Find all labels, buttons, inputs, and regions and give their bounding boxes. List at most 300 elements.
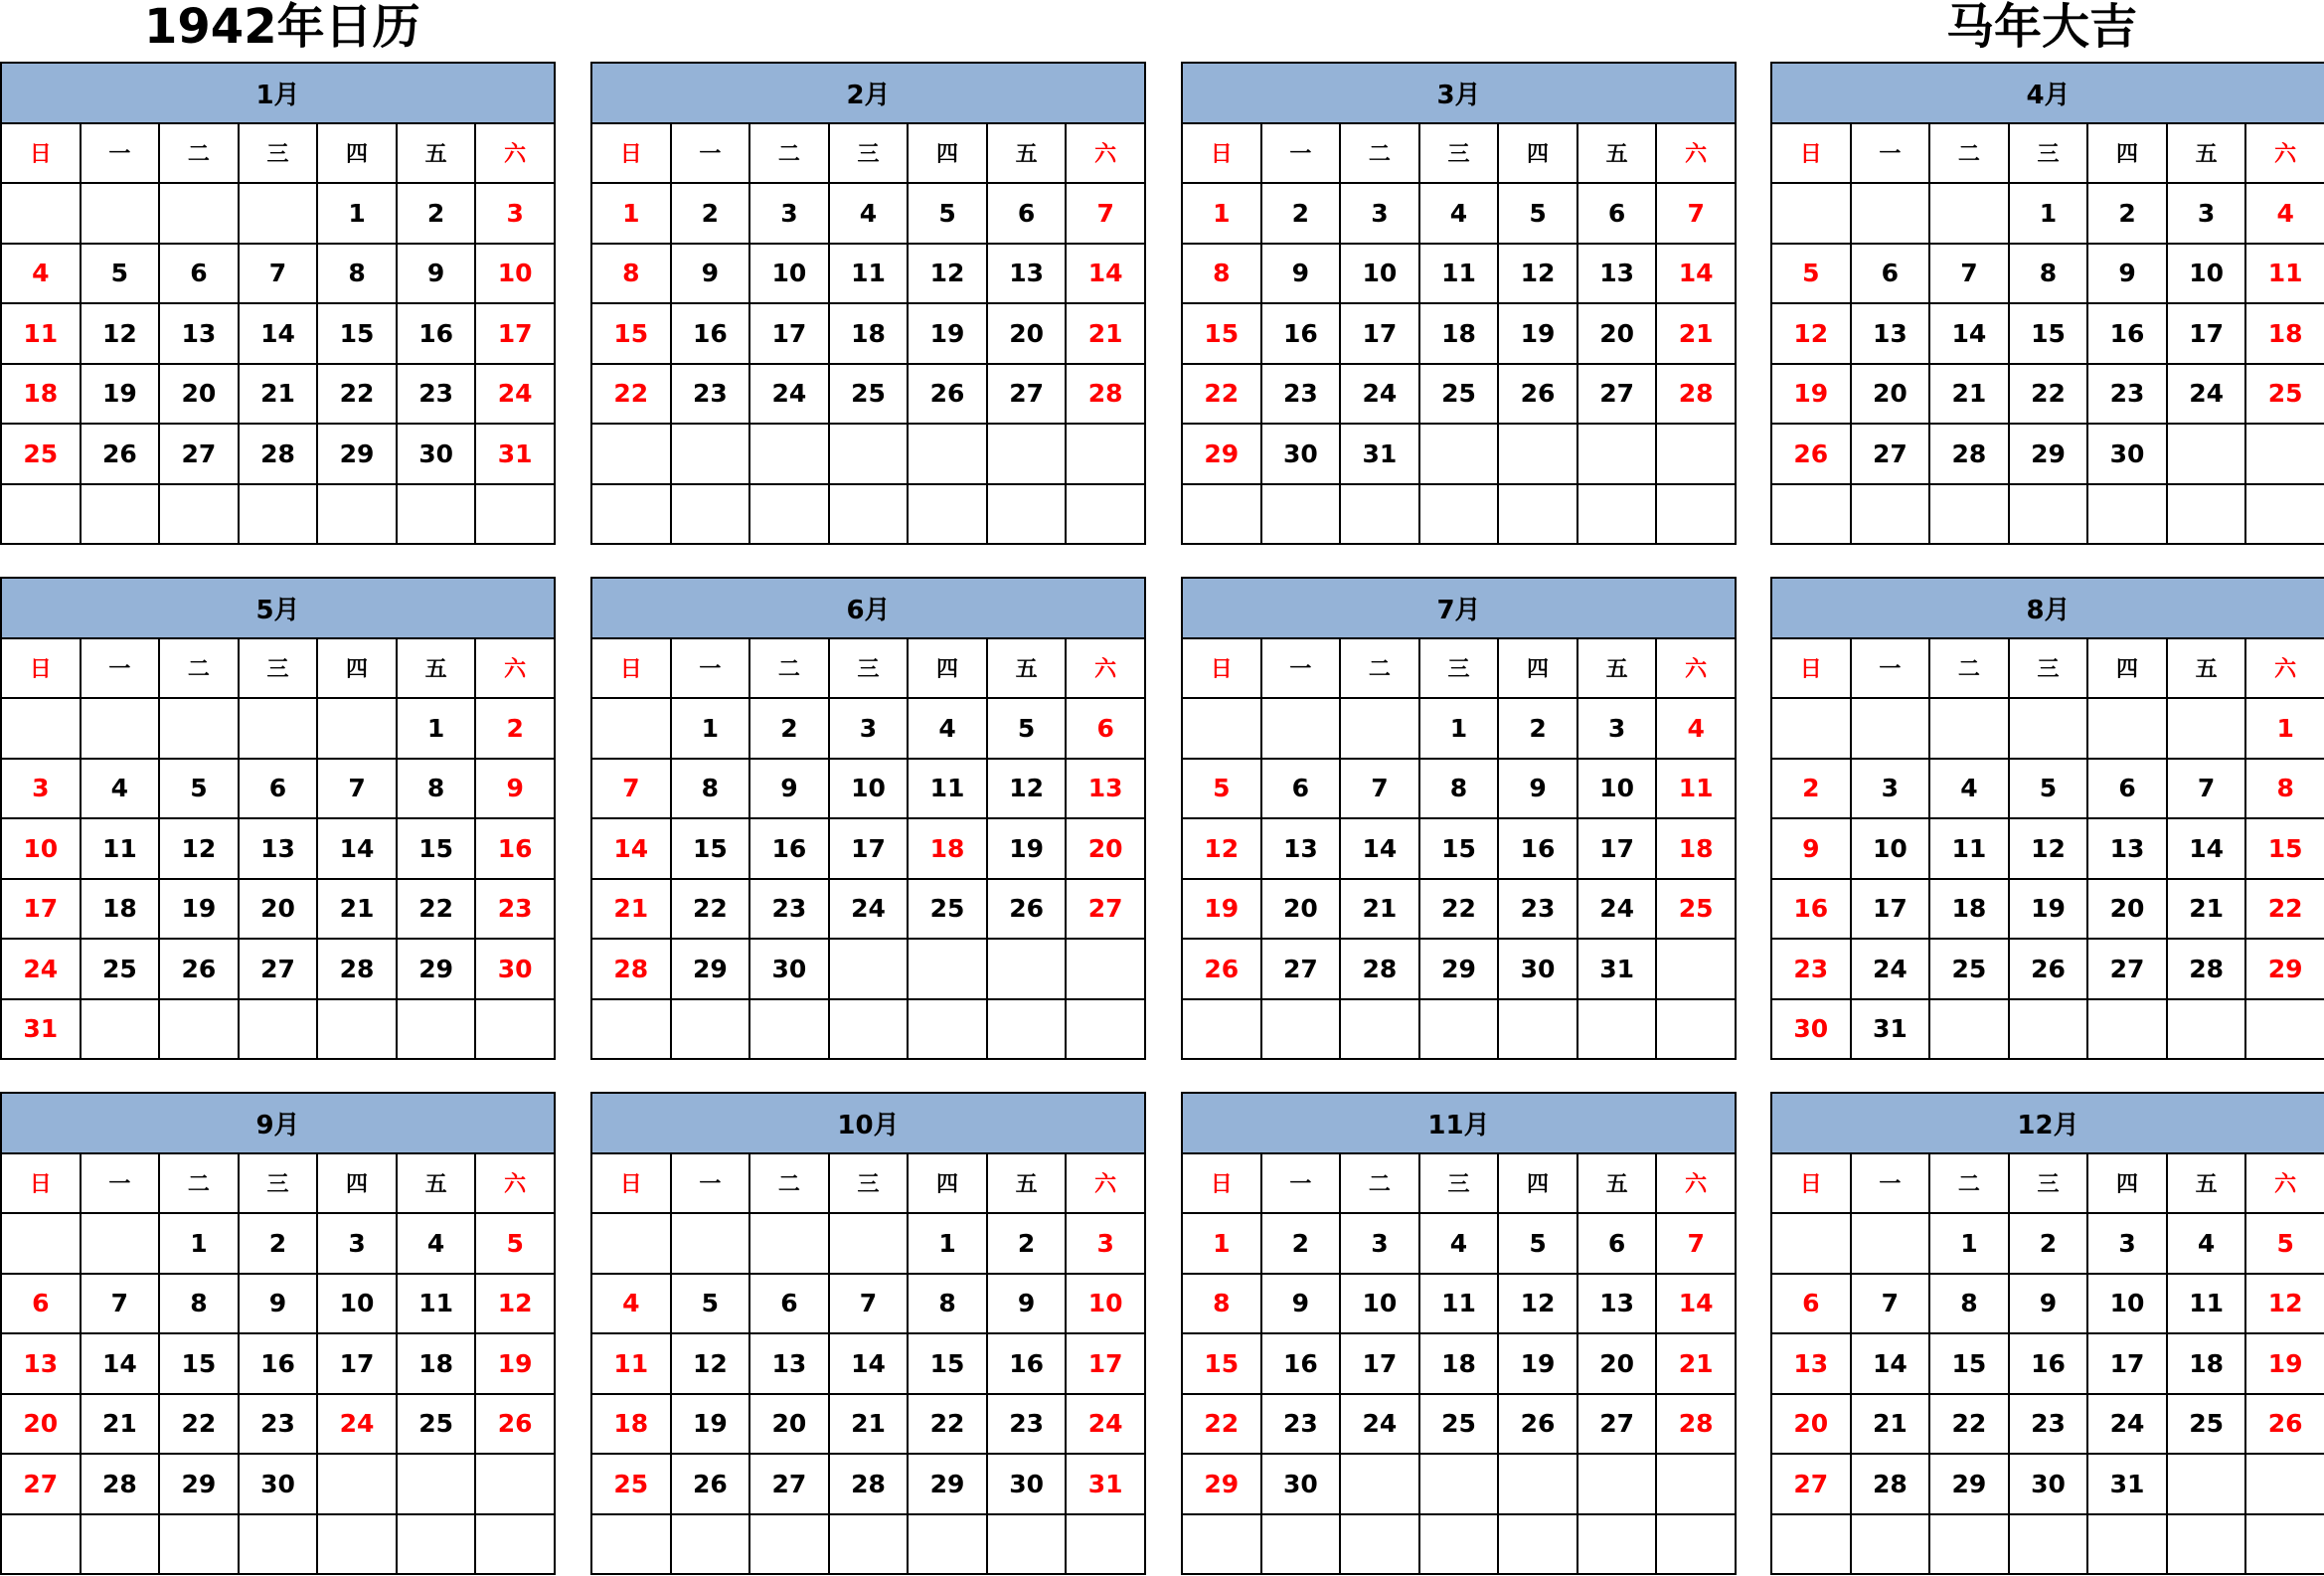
day-cell: 31 xyxy=(1577,939,1657,999)
day-cell xyxy=(81,1213,160,1274)
day-cell: 24 xyxy=(1,939,81,999)
day-cell: 7 xyxy=(81,1274,160,1334)
day-cell: 25 xyxy=(829,364,909,425)
day-cell xyxy=(1261,999,1341,1060)
day-cell: 22 xyxy=(671,879,750,940)
weekday-label: 三 xyxy=(829,1153,909,1214)
day-cell: 17 xyxy=(2167,303,2246,364)
day-cell: 22 xyxy=(159,1394,239,1455)
weekday-row xyxy=(591,638,1145,699)
weekday-label: 四 xyxy=(1498,123,1577,184)
day-cell: 1 xyxy=(1182,183,1261,244)
day-cell xyxy=(2009,484,2088,545)
week-row xyxy=(1,1514,555,1575)
day-cell: 26 xyxy=(2009,939,2088,999)
day-cell: 24 xyxy=(1340,1394,1419,1455)
day-cell: 12 xyxy=(1771,303,1851,364)
day-cell xyxy=(1929,183,2009,244)
day-cell: 26 xyxy=(475,1394,555,1455)
day-cell: 9 xyxy=(397,244,476,304)
day-cell xyxy=(81,999,160,1060)
day-cell: 23 xyxy=(239,1394,318,1455)
day-cell xyxy=(1929,698,2009,759)
week-row xyxy=(591,879,1145,940)
day-cell: 14 xyxy=(1340,818,1419,879)
day-cell xyxy=(1577,484,1657,545)
day-cell xyxy=(908,1514,987,1575)
month-table xyxy=(1181,1092,1737,1575)
day-cell: 20 xyxy=(1577,303,1657,364)
day-cell: 16 xyxy=(1498,818,1577,879)
day-cell xyxy=(1577,424,1657,484)
day-cell: 23 xyxy=(1261,364,1341,425)
weekday-row xyxy=(1771,1153,2324,1214)
day-cell: 4 xyxy=(2167,1213,2246,1274)
day-cell: 15 xyxy=(317,303,397,364)
week-row xyxy=(591,818,1145,879)
day-cell xyxy=(1,1514,81,1575)
week-row xyxy=(1182,244,1736,304)
day-cell: 30 xyxy=(239,1454,318,1514)
day-cell xyxy=(1851,1213,1930,1274)
day-cell xyxy=(671,424,750,484)
month-header: 11月 xyxy=(1182,1093,1736,1153)
day-cell: 13 xyxy=(159,303,239,364)
day-cell: 17 xyxy=(475,303,555,364)
weekday-label: 三 xyxy=(239,123,318,184)
weekday-row xyxy=(1771,123,2324,184)
weekday-label: 日 xyxy=(1182,1153,1261,1214)
day-cell: 9 xyxy=(2009,1274,2088,1334)
weekday-label: 五 xyxy=(397,1153,476,1214)
month-table xyxy=(590,1092,1146,1575)
day-cell: 14 xyxy=(591,818,671,879)
day-cell: 28 xyxy=(591,939,671,999)
day-cell: 11 xyxy=(1,303,81,364)
week-row xyxy=(591,999,1145,1060)
day-cell: 5 xyxy=(159,759,239,819)
month-calendar xyxy=(1181,577,1737,1060)
day-cell: 19 xyxy=(81,364,160,425)
month-header: 1月 xyxy=(1,63,555,123)
day-cell: 25 xyxy=(591,1454,671,1514)
day-cell xyxy=(159,999,239,1060)
weekday-label: 四 xyxy=(2087,123,2167,184)
day-cell: 14 xyxy=(239,303,318,364)
weekday-label: 日 xyxy=(1,123,81,184)
day-cell: 14 xyxy=(1656,1274,1736,1334)
week-row xyxy=(1182,1514,1736,1575)
day-cell: 29 xyxy=(2245,939,2324,999)
day-cell: 13 xyxy=(1,1333,81,1394)
month-header: 6月 xyxy=(591,578,1145,638)
day-cell: 2 xyxy=(1771,759,1851,819)
day-cell: 20 xyxy=(239,879,318,940)
day-cell: 18 xyxy=(908,818,987,879)
day-cell xyxy=(1419,1514,1499,1575)
day-cell: 28 xyxy=(1340,939,1419,999)
day-cell: 6 xyxy=(1,1274,81,1334)
day-cell: 26 xyxy=(2245,1394,2324,1455)
day-cell: 15 xyxy=(908,1333,987,1394)
day-cell xyxy=(987,424,1067,484)
day-cell xyxy=(317,698,397,759)
week-row xyxy=(1182,698,1736,759)
day-cell xyxy=(1182,1514,1261,1575)
day-cell: 22 xyxy=(908,1394,987,1455)
week-row xyxy=(1771,1514,2324,1575)
day-cell: 23 xyxy=(397,364,476,425)
day-cell xyxy=(397,1514,476,1575)
month-table xyxy=(0,1092,556,1575)
month-table xyxy=(1770,1092,2324,1575)
day-cell xyxy=(1261,1514,1341,1575)
weekday-label: 五 xyxy=(1577,123,1657,184)
week-row xyxy=(1771,999,2324,1060)
day-cell xyxy=(1066,999,1145,1060)
day-cell: 30 xyxy=(1261,424,1341,484)
day-cell: 9 xyxy=(1771,818,1851,879)
day-cell: 13 xyxy=(749,1333,829,1394)
day-cell: 1 xyxy=(159,1213,239,1274)
day-cell: 30 xyxy=(397,424,476,484)
day-cell: 21 xyxy=(1929,364,2009,425)
weekday-label: 一 xyxy=(1851,1153,1930,1214)
day-cell xyxy=(2167,999,2246,1060)
day-cell: 28 xyxy=(239,424,318,484)
day-cell: 7 xyxy=(1851,1274,1930,1334)
weekday-label: 日 xyxy=(591,1153,671,1214)
day-cell: 2 xyxy=(397,183,476,244)
day-cell: 9 xyxy=(1261,1274,1341,1334)
week-row xyxy=(1,424,555,484)
weekday-label: 四 xyxy=(908,1153,987,1214)
week-row xyxy=(591,759,1145,819)
day-cell: 8 xyxy=(1419,759,1499,819)
day-cell: 8 xyxy=(671,759,750,819)
month-calendar xyxy=(590,577,1146,1060)
day-cell: 24 xyxy=(829,879,909,940)
day-cell xyxy=(317,484,397,545)
day-cell xyxy=(1182,698,1261,759)
day-cell: 6 xyxy=(987,183,1067,244)
week-row xyxy=(1,879,555,940)
month-table xyxy=(0,62,556,545)
day-cell xyxy=(81,484,160,545)
day-cell: 18 xyxy=(2167,1333,2246,1394)
day-cell: 20 xyxy=(1261,879,1341,940)
weekday-label: 二 xyxy=(1929,1153,2009,1214)
day-cell xyxy=(749,484,829,545)
day-cell: 11 xyxy=(1656,759,1736,819)
day-cell: 12 xyxy=(2009,818,2088,879)
day-cell: 6 xyxy=(749,1274,829,1334)
day-cell xyxy=(591,1213,671,1274)
day-cell xyxy=(1066,1514,1145,1575)
day-cell xyxy=(987,939,1067,999)
day-cell xyxy=(1419,424,1499,484)
day-cell xyxy=(81,1514,160,1575)
day-cell xyxy=(2087,999,2167,1060)
day-cell xyxy=(671,999,750,1060)
day-cell: 26 xyxy=(908,364,987,425)
day-cell: 12 xyxy=(159,818,239,879)
day-cell xyxy=(987,999,1067,1060)
day-cell: 16 xyxy=(2009,1333,2088,1394)
day-cell: 18 xyxy=(2245,303,2324,364)
week-row xyxy=(1771,244,2324,304)
week-row xyxy=(1771,818,2324,879)
day-cell: 16 xyxy=(749,818,829,879)
day-cell xyxy=(2087,484,2167,545)
month-table xyxy=(1770,62,2324,545)
day-cell: 16 xyxy=(987,1333,1067,1394)
day-cell: 17 xyxy=(1340,303,1419,364)
day-cell xyxy=(1771,1213,1851,1274)
week-row xyxy=(1,1454,555,1514)
day-cell: 18 xyxy=(1419,303,1499,364)
day-cell: 3 xyxy=(1,759,81,819)
day-cell: 6 xyxy=(1577,1213,1657,1274)
day-cell xyxy=(591,424,671,484)
day-cell xyxy=(317,1454,397,1514)
day-cell: 4 xyxy=(2245,183,2324,244)
day-cell: 21 xyxy=(1656,1333,1736,1394)
day-cell: 24 xyxy=(1577,879,1657,940)
weekday-label: 四 xyxy=(317,638,397,699)
day-cell xyxy=(81,698,160,759)
day-cell xyxy=(1656,939,1736,999)
day-cell xyxy=(1,183,81,244)
day-cell: 14 xyxy=(2167,818,2246,879)
weekday-row xyxy=(591,123,1145,184)
weekday-label: 六 xyxy=(475,638,555,699)
day-cell: 31 xyxy=(1,999,81,1060)
day-cell: 23 xyxy=(749,879,829,940)
day-cell: 25 xyxy=(81,939,160,999)
day-cell: 29 xyxy=(1182,1454,1261,1514)
weekday-label: 三 xyxy=(1419,638,1499,699)
day-cell: 24 xyxy=(2167,364,2246,425)
day-cell: 27 xyxy=(2087,939,2167,999)
day-cell: 30 xyxy=(2009,1454,2088,1514)
day-cell: 30 xyxy=(2087,424,2167,484)
day-cell: 21 xyxy=(829,1394,909,1455)
day-cell xyxy=(749,1213,829,1274)
week-row xyxy=(591,1394,1145,1455)
month-header: 9月 xyxy=(1,1093,555,1153)
day-cell: 31 xyxy=(1851,999,1930,1060)
day-cell: 11 xyxy=(1419,1274,1499,1334)
day-cell xyxy=(1340,999,1419,1060)
month-calendar xyxy=(590,1092,1146,1575)
weekday-label: 一 xyxy=(671,123,750,184)
day-cell: 29 xyxy=(1929,1454,2009,1514)
day-cell xyxy=(317,1514,397,1575)
weekday-label: 四 xyxy=(1498,1153,1577,1214)
day-cell: 2 xyxy=(749,698,829,759)
day-cell: 25 xyxy=(2245,364,2324,425)
day-cell xyxy=(1656,484,1736,545)
week-row xyxy=(1771,1274,2324,1334)
day-cell xyxy=(2009,1514,2088,1575)
day-cell: 4 xyxy=(1929,759,2009,819)
day-cell: 2 xyxy=(1261,183,1341,244)
weekday-row xyxy=(1182,638,1736,699)
week-row xyxy=(1,364,555,425)
weekday-label: 一 xyxy=(81,1153,160,1214)
day-cell: 18 xyxy=(397,1333,476,1394)
day-cell xyxy=(829,1514,909,1575)
day-cell: 20 xyxy=(159,364,239,425)
day-cell xyxy=(397,1454,476,1514)
day-cell xyxy=(1771,183,1851,244)
month-header: 7月 xyxy=(1182,578,1736,638)
day-cell: 13 xyxy=(1577,1274,1657,1334)
day-cell: 27 xyxy=(1851,424,1930,484)
day-cell: 1 xyxy=(1929,1213,2009,1274)
month-calendar xyxy=(590,62,1146,545)
day-cell: 4 xyxy=(397,1213,476,1274)
week-row xyxy=(1182,1454,1736,1514)
weekday-label: 三 xyxy=(1419,1153,1499,1214)
day-cell xyxy=(2009,999,2088,1060)
day-cell xyxy=(1656,424,1736,484)
day-cell: 22 xyxy=(2245,879,2324,940)
day-cell xyxy=(1261,484,1341,545)
weekday-label: 四 xyxy=(2087,638,2167,699)
month-calendar xyxy=(1770,1092,2324,1575)
week-row xyxy=(1771,183,2324,244)
week-row xyxy=(1182,183,1736,244)
week-row xyxy=(1771,1454,2324,1514)
day-cell: 31 xyxy=(1066,1454,1145,1514)
day-cell: 8 xyxy=(2009,244,2088,304)
day-cell: 13 xyxy=(2087,818,2167,879)
day-cell: 12 xyxy=(908,244,987,304)
day-cell xyxy=(475,484,555,545)
weekday-label: 一 xyxy=(671,638,750,699)
day-cell xyxy=(987,1514,1067,1575)
month-calendar xyxy=(1770,577,2324,1060)
week-row xyxy=(591,364,1145,425)
day-cell: 7 xyxy=(1066,183,1145,244)
day-cell: 6 xyxy=(1577,183,1657,244)
day-cell xyxy=(1182,999,1261,1060)
day-cell: 6 xyxy=(1771,1274,1851,1334)
week-row xyxy=(591,484,1145,545)
weekday-label: 四 xyxy=(908,638,987,699)
week-row xyxy=(1182,484,1736,545)
day-cell: 25 xyxy=(1,424,81,484)
day-cell: 23 xyxy=(1261,1394,1341,1455)
day-cell xyxy=(829,484,909,545)
day-cell: 25 xyxy=(1419,364,1499,425)
day-cell: 9 xyxy=(475,759,555,819)
day-cell: 1 xyxy=(671,698,750,759)
day-cell: 3 xyxy=(1577,698,1657,759)
weekday-row xyxy=(1,123,555,184)
day-cell: 23 xyxy=(1498,879,1577,940)
day-cell: 28 xyxy=(1656,1394,1736,1455)
week-row xyxy=(591,939,1145,999)
day-cell xyxy=(908,424,987,484)
day-cell: 26 xyxy=(1498,364,1577,425)
week-row xyxy=(1182,939,1736,999)
day-cell xyxy=(1340,698,1419,759)
day-cell xyxy=(1498,484,1577,545)
weekday-label: 一 xyxy=(1851,123,1930,184)
weekday-label: 一 xyxy=(1261,638,1341,699)
weekday-label: 日 xyxy=(591,638,671,699)
day-cell: 5 xyxy=(1182,759,1261,819)
day-cell: 27 xyxy=(159,424,239,484)
weekday-label: 三 xyxy=(2009,1153,2088,1214)
day-cell: 10 xyxy=(317,1274,397,1334)
day-cell: 19 xyxy=(1498,303,1577,364)
day-cell: 12 xyxy=(671,1333,750,1394)
day-cell: 20 xyxy=(749,1394,829,1455)
weekday-label: 一 xyxy=(1261,1153,1341,1214)
day-cell xyxy=(1771,484,1851,545)
day-cell: 29 xyxy=(908,1454,987,1514)
day-cell xyxy=(829,1213,909,1274)
day-cell: 17 xyxy=(829,818,909,879)
day-cell: 1 xyxy=(1419,698,1499,759)
day-cell xyxy=(1182,484,1261,545)
weekday-label: 四 xyxy=(1498,638,1577,699)
week-row xyxy=(1,183,555,244)
day-cell xyxy=(2245,424,2324,484)
day-cell: 5 xyxy=(2245,1213,2324,1274)
day-cell: 2 xyxy=(239,1213,318,1274)
day-cell: 9 xyxy=(749,759,829,819)
month-header: 4月 xyxy=(1771,63,2324,123)
day-cell xyxy=(159,484,239,545)
day-cell: 30 xyxy=(749,939,829,999)
day-cell: 19 xyxy=(987,818,1067,879)
day-cell: 1 xyxy=(397,698,476,759)
weekday-label: 一 xyxy=(81,638,160,699)
day-cell: 9 xyxy=(1498,759,1577,819)
week-row xyxy=(591,1333,1145,1394)
day-cell: 30 xyxy=(1498,939,1577,999)
day-cell: 22 xyxy=(1182,1394,1261,1455)
day-cell: 15 xyxy=(159,1333,239,1394)
day-cell: 25 xyxy=(2167,1394,2246,1455)
day-cell: 29 xyxy=(2009,424,2088,484)
day-cell: 27 xyxy=(1577,364,1657,425)
day-cell: 10 xyxy=(749,244,829,304)
day-cell: 13 xyxy=(1066,759,1145,819)
week-row xyxy=(1,1213,555,1274)
weekday-label: 六 xyxy=(475,1153,555,1214)
day-cell: 28 xyxy=(1066,364,1145,425)
weekday-label: 日 xyxy=(1,1153,81,1214)
day-cell: 31 xyxy=(2087,1454,2167,1514)
day-cell xyxy=(1851,698,1930,759)
day-cell xyxy=(159,698,239,759)
week-row xyxy=(591,244,1145,304)
day-cell: 14 xyxy=(829,1333,909,1394)
day-cell: 3 xyxy=(1340,183,1419,244)
day-cell: 18 xyxy=(829,303,909,364)
weekday-label: 三 xyxy=(2009,123,2088,184)
week-row xyxy=(1182,1394,1736,1455)
weekday-label: 二 xyxy=(1340,123,1419,184)
weekday-label: 六 xyxy=(475,123,555,184)
day-cell: 18 xyxy=(1656,818,1736,879)
